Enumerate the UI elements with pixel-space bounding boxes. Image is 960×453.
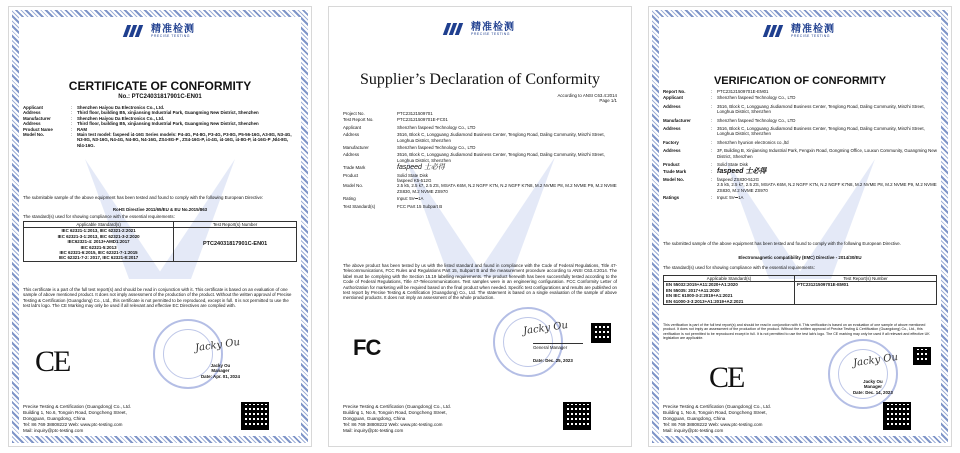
qr-code-icon — [563, 402, 591, 430]
field-row — [343, 111, 617, 116]
field-label: Trade Mark — [663, 169, 687, 175]
logo-cn-text: 精准检测 — [791, 24, 835, 36]
sdoc-page — [328, 6, 632, 447]
field-label: Factory — [663, 139, 679, 145]
field-label: Address — [343, 152, 360, 158]
verification-title: VERIFICATION OF CONFORMITY — [713, 75, 887, 87]
footer-contact: Tel: 86 769 38808222 Web: www.ptc-testing.com — [23, 422, 123, 427]
qr-code-icon — [913, 347, 931, 365]
ce-mark: CE — [709, 361, 744, 394]
signer-name: Jacky Ou — [863, 379, 883, 384]
trademark-logo: faspeed 士必得 — [397, 164, 445, 172]
footer-address: Dongguan, Guangdong, China — [23, 416, 86, 421]
field-value: 3516, Block C, Longguang Jiudiamond Business Center, Tenglong Road, Daling Community, Minzhi Street, Longhua District, Shenzhen — [397, 152, 605, 163]
field-row: Address : 3516, Block C, Longguang Jiudiamond Business Center, Tenglong Road, Daling Community, Minzhi Street, Longhua District, Shenzhen — [663, 104, 937, 115]
certificate-number: No.: PTC24031817901C-EN01 — [118, 94, 202, 100]
standards-intro: The standard(s) used for showing compliance with the essential requirements: — [23, 214, 175, 219]
field-value: faspeed K5-512G — [397, 178, 432, 184]
standard-item: EN IEC 61000-3-2:2019+A1:2021 — [666, 293, 733, 299]
field-label: Project No. — [343, 111, 365, 116]
field-label: Address — [23, 121, 41, 127]
field-row — [343, 165, 617, 170]
field-value: Shenzhen Haiyou Da Electronics Co., Ltd. — [77, 105, 165, 110]
field-row — [343, 145, 617, 150]
logo-en-text: PRECISE TESTING — [471, 32, 510, 37]
verification-fields — [663, 89, 937, 201]
field-value: Shenzhen faspeed Technology Co., LTD — [397, 124, 476, 130]
page-footer — [663, 404, 771, 434]
signature: Jacky Ou — [522, 319, 569, 338]
ptc-logo-icon — [125, 25, 147, 39]
field-value: 3516, Block C, Longguang Jiudiamond Business Center, Tenglong Road, Daling Community, Minzhi Street, Longhua District, Shenzhen — [397, 132, 605, 143]
issue-date: Date: Dec. 25, 2023 — [533, 358, 573, 364]
footer-company: Precise Testing & Certification (Guangdong) Co., Ltd. — [663, 404, 771, 409]
field-value: Input: 5V⎓1A — [717, 195, 744, 201]
footer-mail: Mail: inquiry@ptc-testing.com — [23, 428, 84, 433]
verification-body: This verification is part of the full test report(s) and should be read in conjunction with it. This verification is based on an evaluation of one sample of above mentioned product. It does not imply an assessment of the production of the product. Without the written approval of Precise Testing & Certification (Guangdong) Co., Ltd., this verification is not permitted to be reproduced except in full. It is not permitted to use the test lab's logo. The CE marking may only be used if all relevant and effective UK legislation are applicable. — [663, 323, 930, 340]
field-label: Manufacturer — [663, 117, 691, 123]
standards-list — [24, 228, 174, 261]
submitted-text: The submitted sample of the above equipment has been tested and found to comply with the following European Directive. — [663, 241, 901, 246]
standards-list — [664, 282, 795, 305]
field-value: 2.5 k5, 2.5 k7, 2.5 ZS, MSATA K6M, N.2 NGFF K7N, N.2 NGFF K7N8, M.2 NVME P8, M.2 NVME P9, M.2 NVME ZS830, M.2 NVME ZS970 — [717, 182, 937, 193]
verification-page — [648, 6, 952, 447]
standards-table — [663, 275, 937, 305]
table-header: Applicable Standard(s) — [24, 222, 174, 228]
field-value: 3F, Building B, Xinjiansing Industrial Park, Fengxin Road, Gongming Office, Louxun Community, Guangming New District, Shenzhen — [717, 148, 937, 159]
field-value: RAM — [77, 126, 87, 132]
report-number: PTC23121509701E-EM01 — [795, 282, 937, 305]
field-row: Ratings : Input: 5V⎓1A — [663, 195, 937, 200]
field-row: Model No. : faspeed ZS830-512G — [663, 177, 937, 182]
certificate-fields — [23, 105, 297, 148]
field-value: Solid State Disk — [397, 172, 428, 178]
sdoc-fields — [343, 111, 617, 209]
footer-contact: Tel: 86 769 38808222 Web: www.ptc-testing.com — [663, 422, 763, 427]
sdoc-title: Supplier’s Declaration of Conformity — [359, 71, 601, 88]
signer-role: Manager — [863, 384, 882, 390]
qr-code-icon — [241, 402, 269, 430]
fcc-logo: FC — [353, 335, 381, 360]
sdoc-body: The above product has been tested by us with the listed standard and found in compliance with the Code of Federal Regulations, Title 47-Telecommunications, FCC Rules and Regulations Part 15, Subpart B and the measurement procedure according to ANSI C63.4:2014. The label must be complying with the Section 15.19 labelling requirements. The product herewith has been successfully tested according to the Code of Federal Regulations, Title 47-Telecommunications. Test samples were in an engineering configuration. FCC Conformity Letter of Authorization for marketing will be required based on the final product when needed. Specific test configurations and results are published on test report by Precise Testing & Certification (Guangdong) Co., Ltd. The statement is based on a single evaluation of the sample of above mentioned products. It does not imply an assessment of the whole production. — [343, 263, 617, 301]
field-row: Report No. : PTC23121509701E-EM01 — [663, 89, 937, 94]
trademark-logo: faspeed 士必得 — [717, 168, 767, 176]
logo-cn-text: 精准检测 — [471, 22, 515, 34]
signer-role: General Manager — [533, 343, 583, 350]
field-row — [343, 183, 617, 194]
field-row — [343, 125, 617, 130]
standard-item: IEC 62321-1:2013, IEC 62321-2:2021 — [61, 228, 136, 234]
field-label: Manufacturer — [343, 145, 369, 151]
field-value: 3516, Block C, Longguang Jiudiamond Business Center, Tenglong Road, Daling Community, Minzhi Street, Longhua District, Shenzhen — [717, 126, 925, 137]
field-label: Applicant — [343, 124, 362, 130]
field-value: PTC23121509701E-FC01 — [397, 117, 448, 123]
table-header: Applicable Standard(s) — [664, 276, 795, 282]
field-label: Applicant — [663, 95, 684, 101]
field-value: FCC Part 15 Subpart B — [397, 203, 443, 209]
field-label: Model No. — [23, 132, 44, 138]
field-label: Address — [663, 103, 681, 109]
field-label: Product — [343, 172, 359, 178]
footer-address: Dongguan, Guangdong, China — [343, 416, 406, 421]
signature: Jacky Ou — [852, 351, 899, 370]
ptc-logo-icon — [445, 23, 467, 37]
standard-item: IEC 62321-5:2013 — [80, 244, 117, 250]
field-row: Trade Mark : faspeed 士必得 — [663, 169, 937, 174]
ptc-logo — [765, 25, 835, 39]
field-row: Product Name : RAM — [23, 127, 297, 132]
directive-text: Electromagnetic compatibility (EMC) Directive - 2014/30/EU — [738, 255, 862, 260]
field-label: Trade Mark — [343, 165, 366, 171]
field-label: Address — [663, 126, 681, 132]
signature: Jacky Ou — [194, 336, 241, 355]
footer-contact: Tel: 86 769 38808222 Web: www.ptc-testing.com — [343, 422, 443, 427]
sdoc-standard-ref: According to ANSI C63.4:2014 — [557, 93, 617, 98]
table-header: Test Report(s) Number — [795, 276, 937, 282]
certificate-body: This certificate is a part of the full test report(s) and should be read in conjunction with it. This certificate is based on an evaluation of one sample of above mentioned product. It does not imply assessment of the production of the product. Without the written approval of Precise Testing & Certification (Guangdong) Co., Ltd., this certificate is not permitted to be reproduced, except in full. It is not permitted to use the test lab's logo. The CE Marking may only be used if all relevant and effective EC Directives are complied with. — [23, 287, 292, 309]
field-row: Applicant : Shenzhen faspeed Technology Co., LTD — [663, 95, 937, 100]
field-value: Solid State Disk — [717, 162, 748, 168]
field-row: Manufacturer : Shenzhen Haiyou Da Electronics Co., Ltd. — [23, 116, 297, 121]
ptc-logo — [125, 25, 195, 39]
field-label: Manufacturer — [23, 115, 51, 121]
signer-block — [853, 379, 893, 395]
certificate-page — [8, 6, 312, 447]
field-value: Third floor, building B5, xinjiansing Industrial Park, Guangming New District, Shenzhen — [77, 121, 259, 127]
footer-address: Building 1, No.6, Tongxin Road, Dongcheng Street, — [23, 410, 127, 415]
field-row — [343, 152, 617, 163]
field-row: Address : Third floor, building B5, xinjiansing Industrial Park, Guangming New District, Shenzhen — [23, 121, 297, 126]
company-stamp — [493, 307, 563, 377]
issue-date: Date: Apr. 01, 2024 — [201, 373, 240, 379]
field-value: faspeed ZS830-512G — [717, 176, 759, 182]
field-label: Address — [343, 132, 360, 138]
logo-en-text: PRECISE TESTING — [151, 34, 190, 39]
field-value: Shenzhen faspeed Technology Co., LTD — [717, 95, 796, 101]
field-label: Report No. — [663, 89, 686, 94]
standard-item: IEC 62321-6:2015, IEC 62321-7-1:2015 — [59, 250, 138, 256]
signer-name: Jacky Ou — [210, 363, 231, 368]
field-value: Shenzhen faspeed Technology Co., LTD — [397, 145, 476, 151]
field-label: Rating — [343, 196, 356, 202]
field-row: Address : 3516, Block C, Longguang Jiudiamond Business Center, Tenglong Road, Daling Community, Minzhi Street, Longhua District, Shenzhen — [663, 126, 937, 137]
field-value: Shenzhen hyunion electronics co.,ltd — [717, 139, 789, 145]
page-number: Page 1/1 — [599, 98, 617, 104]
field-label: Ratings — [663, 195, 680, 201]
standard-item: IEC 62321-7-2: 2017, IEC 62321-8:2017 — [58, 255, 139, 261]
field-label: Applicant — [23, 105, 44, 110]
field-value: Third floor, building B5, xinjiansing Industrial Park, Guangming New District, Shenzhen — [77, 110, 259, 116]
ptc-logo-icon — [765, 25, 787, 39]
field-row: Applicant : Shenzhen Haiyou Da Electronics Co., Ltd. — [23, 105, 297, 110]
field-value: Shenzhen Haiyou Da Electronics Co., Ltd. — [77, 115, 165, 121]
field-row — [343, 196, 617, 201]
field-row: Address : Third floor, building B5, xinjiansing Industrial Park, Guangming New District, Shenzhen — [23, 110, 297, 115]
footer-address: Building 1, No.6, Tongxin Road, Dongcheng Street, — [343, 410, 447, 415]
footer-company: Precise Testing & Certification (Guangdong) Co., Ltd. — [343, 404, 451, 409]
qr-code-icon — [591, 323, 611, 343]
certificate-title: CERTIFICATE OF CONFORMITY — [68, 79, 252, 93]
standard-item: IEC62321-4: 2013+AMD1:2017 — [67, 239, 130, 245]
signer-block — [201, 363, 240, 379]
footer-company: Precise Testing & Certification (Guangdong) Co., Ltd. — [23, 404, 131, 409]
report-number: PTC24031817901C-EN01 — [174, 228, 297, 261]
submitted-text: The submitable sample of the above equipment has been tested and found to comply with the following European Directive: — [23, 195, 264, 200]
page-footer — [23, 404, 131, 434]
field-row — [663, 182, 937, 193]
qr-code-icon — [883, 402, 911, 430]
field-label: Product Name — [23, 126, 53, 132]
field-row: Model No. : Main test model: faspeed i4-16G Series models: P4-4G, P4-8G, P3-4G, P3-8G, P5-56-16G, A3-8G, N3-4G, N3-8G, N3-16G, N4-4G, N4-8G, N4-16G, ZS4-8G-P , ZS4-16G-P, i4-4G, i4-16G, i4-8G-P, i4-16G-P ,Nl4-8G, Nl4-16G. — [23, 132, 297, 148]
page-footer — [343, 404, 451, 434]
standard-item: EN 55035: 2017+A11:2020 — [666, 287, 720, 293]
field-row: Address : 3F, Building B, Xinjiansing Industrial Park, Fengxin Road, Gongming Office, Louxun Community, Guangming New District, Shenzhen — [663, 148, 937, 159]
footer-address: Dongguan, Guangdong, China — [663, 416, 726, 421]
field-label: Model No. — [663, 176, 684, 182]
sdoc-reference — [557, 93, 617, 104]
logo-en-text: PRECISE TESTING — [791, 34, 830, 39]
field-value: 3516, Block C, Longguang Jiudiamond Business Center, Tenglong Road, Daling Community, Minzhi Street, Longhua District, Shenzhen — [717, 103, 925, 115]
field-label: Address — [23, 110, 41, 116]
field-label: Test Standard(s) — [343, 203, 376, 209]
field-label: Product — [663, 162, 680, 168]
directive-text: RoHS Directive 2011/65/EU & EU No.2015/863 — [112, 207, 208, 212]
field-row — [343, 204, 617, 209]
field-label: Test Report No. — [343, 117, 374, 123]
field-value: PTC23121509701E-EM01 — [717, 89, 769, 94]
field-label — [663, 182, 711, 193]
footer-address: Building 1, No.6, Tongxin Road, Dongcheng Street, — [663, 410, 767, 415]
signer-role: Manager — [211, 368, 230, 374]
field-value: Main test model: faspeed i4-16G Series models: P4-4G, P4-8G, P3-4G, P3-8G, P5-56-16G, A3-8G, N3-4G, N3-8G, N3-16G, N4-4G, N4-8G, N4-16G, ZS4-8G-P , ZS4-16G-P, i4-4G, i4-16G, i4-8G-P, i4-16G-P ,Nl4-8G, Nl4-16G. — [77, 132, 292, 148]
logo-cn-text: 精准检测 — [151, 24, 195, 36]
company-stamp — [828, 339, 898, 409]
field-row: Manufacturer : Shenzhen faspeed Technology Co., LTD — [663, 118, 937, 123]
standards-intro: The standard(s) used for showing compliance with the essential requirements: — [663, 265, 815, 270]
field-value: 2.5 k5, 2.5 k7, 2.5 ZS, MSATA K6M, N.2 NGFF K7N, N.2 NGFF K7N8, M.2 NVME P8, M.2 NVME P9, M.2 NVME ZS830, M.2 NVME ZS970 — [397, 183, 617, 194]
issue-date: Date: Dec. 14, 2023 — [853, 389, 893, 395]
field-value: PTC23121509701 — [397, 111, 433, 116]
field-row: Factory : Shenzhen hyunion electronics co.,ltd — [663, 140, 937, 145]
field-value: Shenzhen faspeed Technology Co., LTD — [717, 117, 796, 123]
ptc-logo — [445, 23, 515, 37]
standards-table — [23, 221, 297, 262]
table-header: Test Report(s) Number — [174, 222, 297, 228]
field-label: Address — [663, 148, 681, 154]
field-row — [343, 117, 617, 122]
standard-item: IEC 62321-3-1:2013, IEC 62321-3-2:2020 — [57, 233, 140, 239]
ce-mark: CE — [35, 345, 70, 378]
field-row — [343, 132, 617, 143]
standard-item: EN 61000-3-3:2013+A1:2019+A2:2021 — [666, 298, 744, 304]
standard-item: EN 55032:2015+A11:2020+A1:2020 — [666, 282, 738, 288]
footer-mail: Mail: inquiry@ptc-testing.com — [663, 428, 724, 433]
field-value: Input: 5V⎓1A — [397, 196, 424, 202]
footer-mail: Mail: inquiry@ptc-testing.com — [343, 428, 404, 433]
field-row: Product : Solid State Disk — [663, 162, 937, 167]
field-label: Model No. — [343, 183, 364, 189]
signer-block — [533, 343, 583, 364]
